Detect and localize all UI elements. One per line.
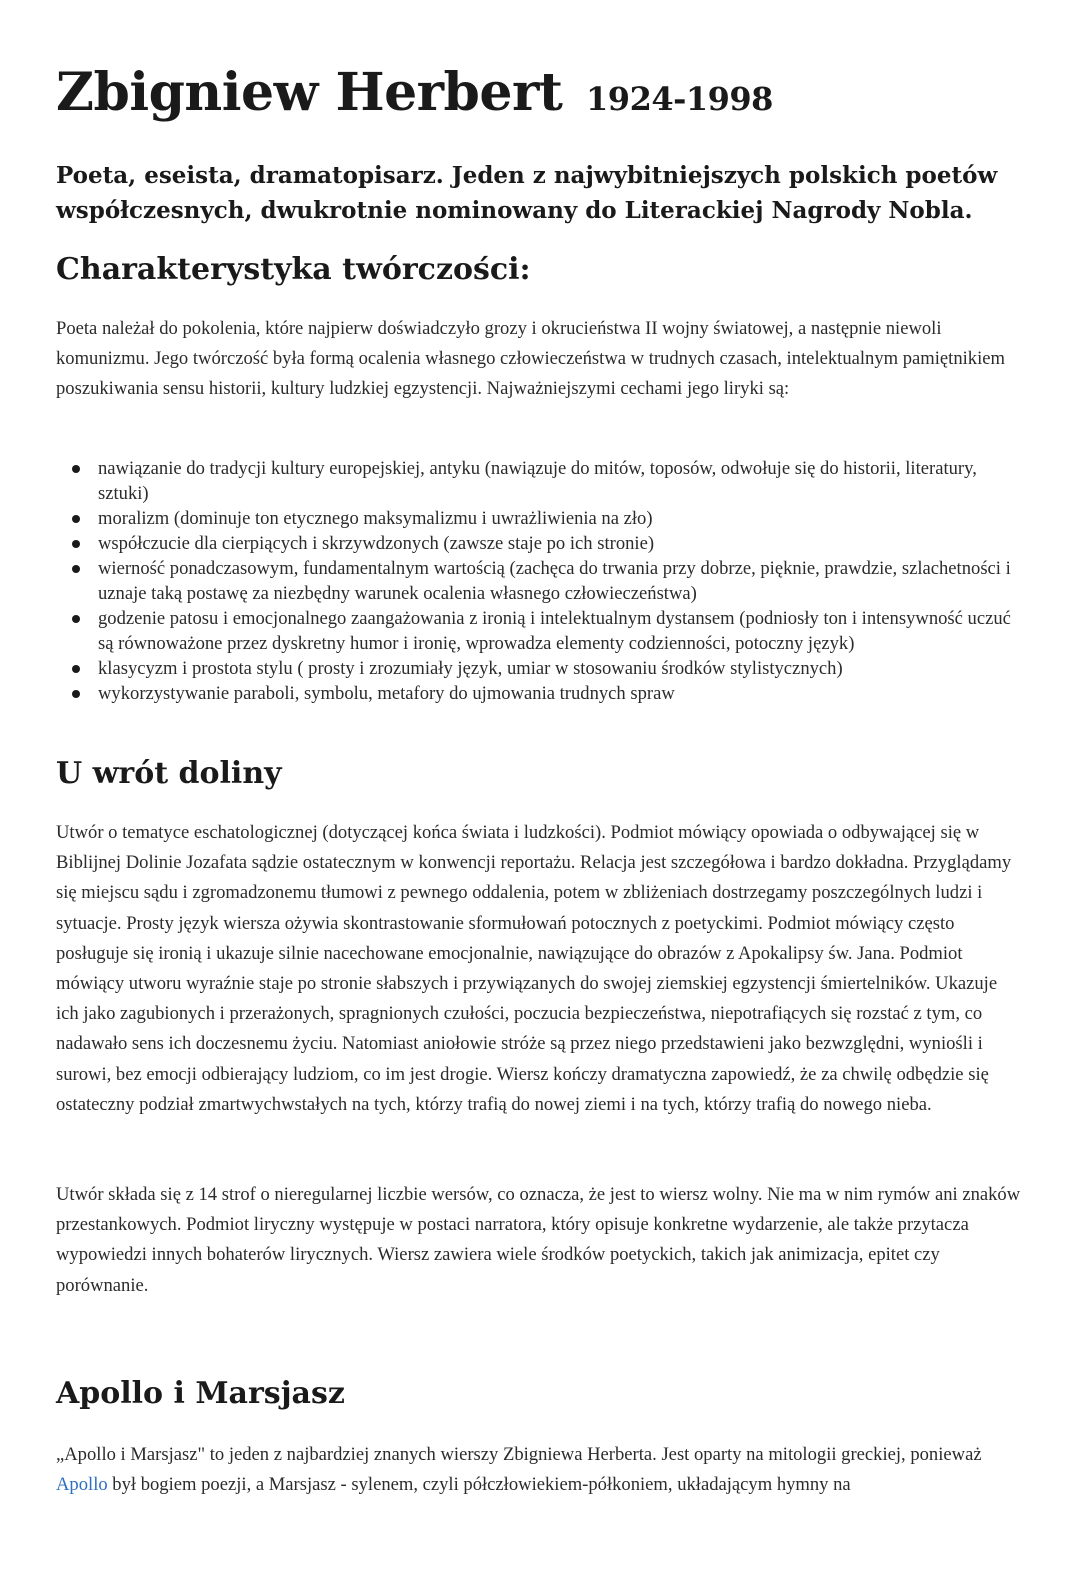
list-item-text: godzenie patosu i emocjonalnego zaangażowania z ironią i intelektualnym dystansem (podniosły ton i intensywność uczuć są równoważone przez dyskretny humor i ironię, wprowadza elementy codzienności, potoczny język): [98, 608, 1011, 654]
list-item: [56, 531, 1016, 556]
list-item: [56, 656, 1016, 681]
lead-paragraph: Poeta, eseista, dramatopisarz. Jeden z najwybitniejszych polskich poetów współczesnych, dwukrotnie nominowany do Literackiej Nagrody Nobla.: [56, 162, 998, 224]
features-list: [56, 456, 1016, 706]
bullet-icon: [72, 515, 80, 523]
title-name: Zbigniew Herbert: [56, 62, 563, 123]
section-paragraph: Utwór składa się z 14 strof o nieregularnej liczbie wersów, co oznacza, że jest to wiersz wolny. Nie ma w nim rymów ani znaków przestankowych. Podmiot liryczny występuje w postaci narratora, który opisuje konkretne wydarzenie, ale także przytacza wypowiedzi innych bohaterów lirycznych. Wiersz zawiera wiele środków poetyckich, takich jak animizacja, epitet czy porównanie.: [56, 1184, 1021, 1296]
bullet-icon: [72, 665, 80, 673]
section-heading-charakterystyka: Charakterystyka twórczości:: [56, 252, 531, 287]
bullet-icon: [72, 540, 80, 548]
list-item-text: nawiązanie do tradycji kultury europejskiej, antyku (nawiązuje do mitów, toposów, odwołuje się do historii, literatury, sztuki): [98, 458, 977, 504]
section-heading-apollo-i-marsjasz: Apollo i Marsjasz: [56, 1376, 345, 1411]
list-item-text: współczucie dla cierpiących i skrzywdzonych (zawsze staje po ich stronie): [98, 533, 655, 554]
list-item-text: wykorzystywanie paraboli, symbolu, metafory do ujmowania trudnych spraw: [98, 683, 675, 704]
list-item-text: moralizm (dominuje ton etycznego maksymalizmu i uwrażliwienia na zło): [98, 508, 653, 529]
list-item: [56, 681, 1016, 706]
bullet-icon: [72, 465, 80, 473]
list-item-text: wierność ponadczasowym, fundamentalnym wartością (zachęca do trwania przy dobrze, pięknie, prawdzie, szlachetności i uznaje taką postawę za niezbędny warunek ocalenia własnego człowieczeństwa): [98, 558, 1011, 604]
list-item: [56, 556, 1016, 606]
list-item: [56, 506, 1016, 531]
bullet-icon: [72, 565, 80, 573]
page-title: [56, 62, 773, 123]
list-item: [56, 606, 1016, 656]
paragraph-text: „Apollo i Marsjasz" to jeden z najbardziej znanych wierszy Zbigniewa Herberta. Jest oparty na mitologii greckiej, ponieważ: [56, 1444, 982, 1465]
section-heading-u-wrot-doliny: U wrót doliny: [56, 756, 282, 791]
bullet-icon: [72, 615, 80, 623]
apollo-link[interactable]: Apollo: [56, 1474, 108, 1496]
title-years: 1924-1998: [586, 80, 773, 118]
list-item: [56, 456, 1016, 506]
bullet-icon: [72, 690, 80, 698]
section-paragraph: Utwór o tematyce eschatologicznej (dotyczącej końca świata i ludzkości). Podmiot mówiący opowiada o odbywającej się w Biblijnej Dolinie Jozafata sądzie ostatecznym w konwencji reportażu. Relacja jest szczegółowa i bardzo dokładna. Przyglądamy się miejscu sądu i zgromadzonemu tłumowi z pewnego oddalenia, potem w zbliżeniach dostrzegamy poszczególnych ludzi i sytuacje. Prosty język wiersza ożywia skontrastowanie sformułowań potocznych z poetyckimi. Podmiot mówiący często posługuje się ironią i ukazuje silnie nacechowane emocjonalnie, nawiązujące do obrazów z Apokalipsy św. Jana. Podmiot mówiący utworu wyraźnie staje po stronie słabszych i przywiązanych do swojej ziemskiej egzystencji śmiertelników. Ukazuje ich jako zagubionych i przerażonych, spragnionych czułości, poczucia bezpieczeństwa, niepotrafiących się rozstać z tym, co nadawało sens ich doczesnemu życiu. Natomiast aniołowie stróże są przez niego przedstawieni jako bezwzględni, wyniośli i surowi, bez emocji odbierający ludziom, co im jest drogie. Wiersz kończy dramatyczna zapowiedź, że za chwilę odbędzie się ostateczny podział zmartwychwstałych na tych, którzy trafią do nowej ziemi i na tych, którzy trafią do nowego nieba.: [56, 822, 1012, 1115]
section-paragraph: [56, 1440, 1022, 1500]
section-intro-paragraph: Poeta należał do pokolenia, które najpierw doświadczyło grozy i okrucieństwa II wojny światowej, a następnie niewoli komunizmu. Jego twórczość była formą ocalenia własnego człowieczeństwa w trudnych czasach, intelektualnym pamiętnikiem poszukiwania sensu historii, kultury ludzkiej egzystencji. Najważniejszymi cechami jego liryki są:: [56, 318, 1005, 400]
list-item-text: klasycyzm i prostota stylu ( prosty i zrozumiały język, umiar w stosowaniu środków stylistycznych): [98, 658, 843, 679]
paragraph-text: był bogiem poezji, a Marsjasz - sylenem, czyli półczłowiekiem-półkoniem, układającym hymny na: [107, 1474, 851, 1496]
